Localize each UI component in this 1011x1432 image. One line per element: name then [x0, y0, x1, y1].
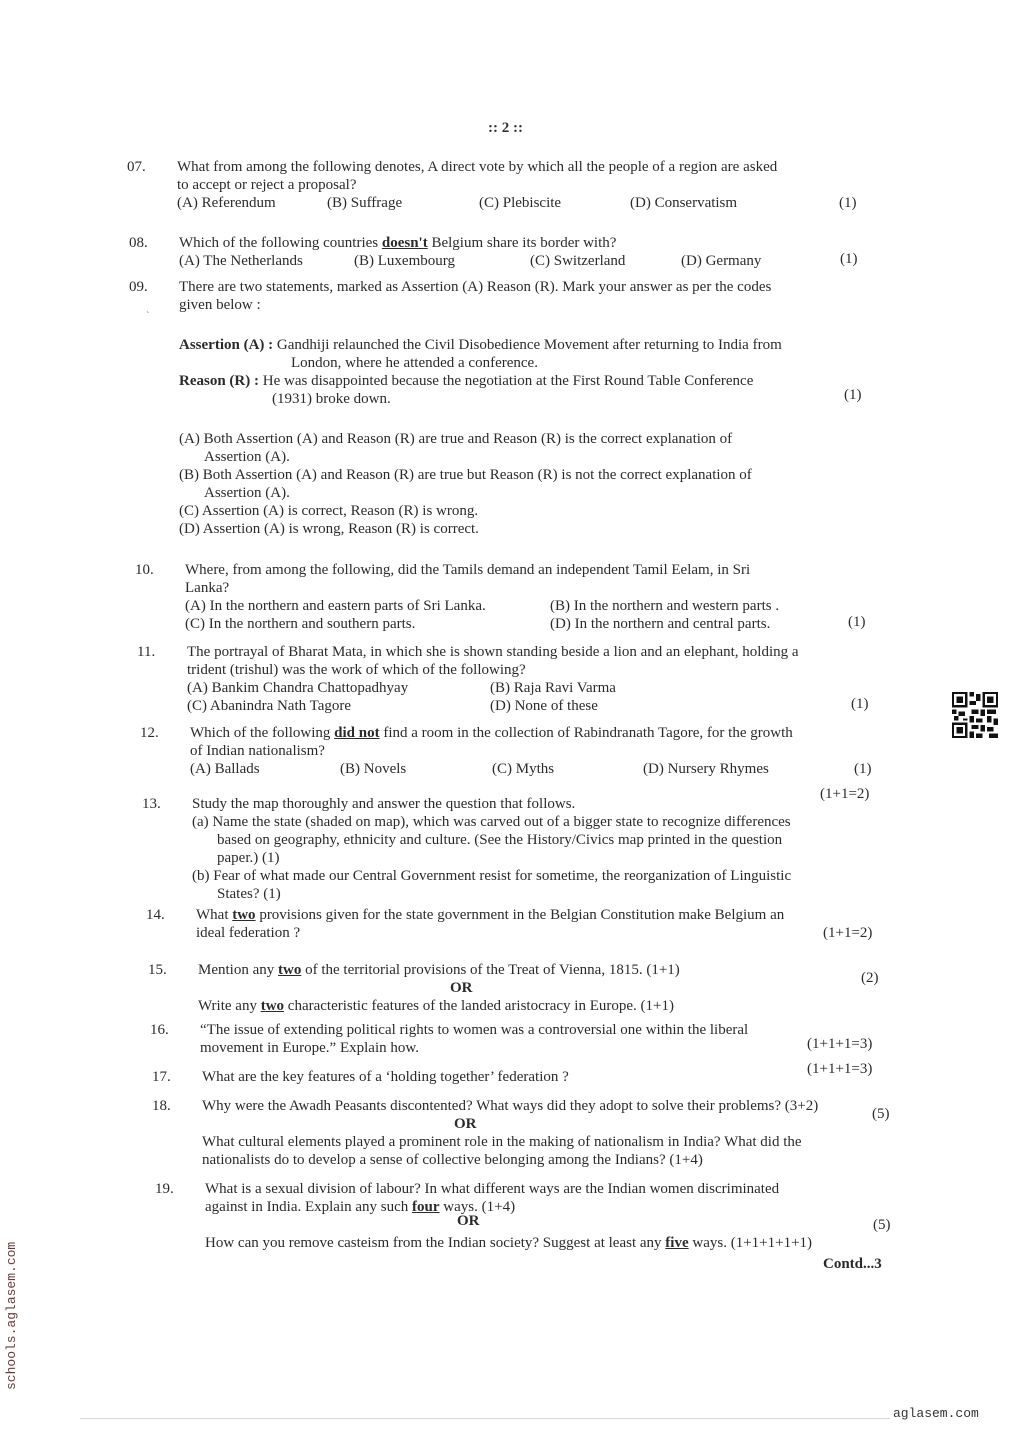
- option-c: (C) Myths: [492, 761, 555, 777]
- option-d: (D) Germany: [681, 253, 762, 269]
- option-b: (B) Both Assertion (A) and Reason (R) are true but Reason (R) is not the correct explanation of: [179, 467, 752, 483]
- option-b: (B) In the northern and western parts .: [550, 598, 780, 614]
- question-number: 16.: [150, 1022, 169, 1038]
- marks: (1): [854, 761, 872, 777]
- or-divider: OR: [454, 1116, 477, 1132]
- option-c: (C) Abanindra Nath Tagore: [187, 698, 352, 714]
- question-17: 17. What are the key features of a ‘holding together’ federation ? (1+1+1=3): [152, 1061, 873, 1085]
- or-divider: OR: [457, 1213, 480, 1229]
- option-c: (C) Plebiscite: [479, 195, 562, 211]
- option-d: (D) Conservatism: [630, 195, 738, 211]
- marks: (1+1=2): [820, 786, 870, 802]
- marks: (1): [851, 696, 869, 712]
- options: [179, 252, 879, 270]
- assertion-label: Assertion (A) :: [179, 337, 274, 353]
- option-d: (D) Assertion (A) is wrong, Reason (R) is correct.: [179, 521, 479, 537]
- emphasis: two: [232, 907, 256, 923]
- question-16: 16. “The issue of extending political rights to women was a controversial one within the liberal movement in Europe.” Explain how. (1+1+1=3): [150, 1022, 873, 1056]
- question-08: 08. Which of the following countries doesn't Belgium share its border with? (A) The Netherlands (B) Luxembourg (C) Switzerland (D) Germany (1): [179, 234, 879, 270]
- question-19: 19. What is a sexual division of labour? In what different ways are the Indian women discriminated against in India. Explain any such four ways. (1+4) OR How can you remove casteism from the Indian society? Suggest at least any five ways. (1+1+1+1+1) (5): [155, 1181, 891, 1251]
- option-b: (B) Suffrage: [327, 195, 403, 211]
- question-13: 13. Study the map thoroughly and answer the question that follows. (a) Name the state (shaded on map), which was carved out of a bigger state to recognize differences based on geography, ethnicity and culture. (See the History/Civics map printed in the question paper.) (1) (b) Fear of what made our Central Government resist for sometime, the reorganization of Linguistic States? (1) (1+1=2): [192, 795, 892, 903]
- question-number: 09.: [129, 279, 148, 295]
- question-number: 14.: [146, 907, 165, 923]
- emphasis: four: [412, 1199, 440, 1215]
- question-number: 19.: [155, 1181, 174, 1197]
- emphasis: two: [278, 962, 302, 978]
- emphasis: did not: [334, 725, 380, 741]
- option-b: (B) Raja Ravi Varma: [490, 680, 616, 696]
- option-a: (A) Referendum: [177, 195, 276, 211]
- continued-label: Contd...3: [823, 1256, 882, 1272]
- option-a: (A) Both Assertion (A) and Reason (R) are true and Reason (R) is the correct explanation of: [179, 431, 733, 447]
- marks: (5): [872, 1106, 890, 1122]
- side-watermark: schools.aglasem.com: [4, 1241, 19, 1390]
- question-number: 15.: [148, 962, 167, 978]
- marks: (1+1+1=3): [807, 1061, 873, 1077]
- question-number: 17.: [152, 1069, 171, 1085]
- question-14: 14. What two provisions given for the state government in the Belgian Constitution make Belgium an ideal federation ? (1+1=2): [146, 907, 873, 941]
- question-number: 13.: [142, 796, 161, 812]
- option-d: (D) None of these: [490, 698, 598, 714]
- option-d: (D) In the northern and central parts.: [550, 616, 771, 632]
- question-11: 11. The portrayal of Bharat Mata, in which she is shown standing beside a lion and an elephant, holding a trident (trishul) was the work of which of the following? (A) Bankim Chandra Chattopadhyay (B) Raja Ravi Varma (C) Abanindra Nath Tagore (D) None of these (1): [137, 644, 869, 714]
- reason-label: Reason (R) :: [179, 373, 259, 389]
- option-b: (B) Luxembourg: [354, 253, 455, 269]
- option-a: (A) The Netherlands: [179, 253, 303, 269]
- option-a: (A) Bankim Chandra Chattopadhyay: [187, 680, 409, 696]
- qr-code-icon: [952, 692, 998, 738]
- question-number: 12.: [140, 725, 159, 741]
- emphasis: doesn't: [381, 235, 428, 251]
- marks: (5): [873, 1217, 891, 1233]
- question-number: 08.: [129, 235, 148, 251]
- option-a: (A) Ballads: [190, 761, 260, 777]
- option-c: (C) Assertion (A) is correct, Reason (R) is wrong.: [179, 503, 479, 519]
- marks: (1+1+1=3): [807, 1036, 873, 1052]
- question-number: 11.: [137, 644, 156, 660]
- options: [177, 194, 877, 212]
- question-number: 10.: [135, 562, 154, 578]
- option-d: (D) Nursery Rhymes: [643, 761, 769, 777]
- or-divider: OR: [450, 980, 473, 996]
- question-07: 07. What from among the following denotes, A direct vote by which all the people of a region are asked to accept or reject a proposal? (A) Referendum (B) Suffrage (C) Plebiscite (D) Conservatism (1): [177, 158, 877, 212]
- question-15: 15. Mention any two of the territorial provisions of the Treat of Vienna, 1815. (1+1) OR Write any two characteristic features of the landed aristocracy in Europe. (1+1) (2): [148, 962, 879, 1014]
- emphasis: two: [260, 998, 285, 1014]
- question-18: 18. Why were the Awadh Peasants discontented? What ways did they adopt to solve their problems? (3+2) OR What cultural elements played a prominent role in the making of nationalism in India? What did the nationalists do to develop a sense of collective belonging among the Indians? (1+4) (5): [152, 1098, 890, 1168]
- stray-mark: `: [146, 310, 150, 322]
- marks: (2): [861, 970, 879, 986]
- emphasis: five: [665, 1235, 689, 1251]
- page-number: :: 2 ::: [488, 120, 523, 136]
- marks: (1): [848, 614, 866, 630]
- part-b: (b) Fear of what made our Central Government resist for sometime, the reorganization of Linguistic: [192, 868, 792, 884]
- marks: (1+1=2): [823, 925, 873, 941]
- footer-watermark: aglasem.com: [893, 1406, 979, 1421]
- option-a: (A) In the northern and eastern parts of Sri Lanka.: [185, 598, 486, 614]
- option-c: (C) In the northern and southern parts.: [185, 616, 416, 632]
- option-b: (B) Novels: [340, 761, 407, 777]
- footer-divider: [80, 1418, 890, 1419]
- question-09: 09. There are two statements, marked as Assertion (A) Reason (R). Mark your answer as per the codes given below : Assertion (A) : Gandhiji relaunched the Civil Disobedience Movement after returning to India from London, where he attended a conference. Reason (R) : He was disappointed because the negotiation at the First Round Table Conference (1931) broke down. (A) Both Assertion (A) and Reason (R) are true and Reason (R) is the correct explanation of Assertion (A). (B) Both Assertion (A) and Reason (R) are true but Reason (R) is not the correct explanation of Assertion (A). (C) Assertion (A) is correct, Reason (R) is wrong. (D) Assertion (A) is wrong, Reason (R) is correct. (1): [179, 278, 879, 538]
- part-a: (a) Name the state (shaded on map), which was carved out of a bigger state to recognize differences: [192, 814, 791, 830]
- option-c: (C) Switzerland: [530, 253, 626, 269]
- question-12: 12. Which of the following did not find a room in the collection of Rabindranath Tagore, for the growth of Indian nationalism? (A) Ballads (B) Novels (C) Myths (D) Nursery Rhymes (1): [140, 725, 872, 777]
- question-number: 07.: [127, 159, 146, 175]
- marks: (1): [839, 195, 857, 211]
- marks: (1): [844, 387, 862, 403]
- question-number: 18.: [152, 1098, 171, 1114]
- marks: (1): [840, 251, 858, 267]
- question-10: 10. Where, from among the following, did the Tamils demand an independent Tamil Eelam, in Sri Lanka? (A) In the northern and eastern parts of Sri Lanka. (B) In the northern and western parts . (C) In the northern and southern parts. (D) In the northern and central parts. (1): [135, 562, 866, 632]
